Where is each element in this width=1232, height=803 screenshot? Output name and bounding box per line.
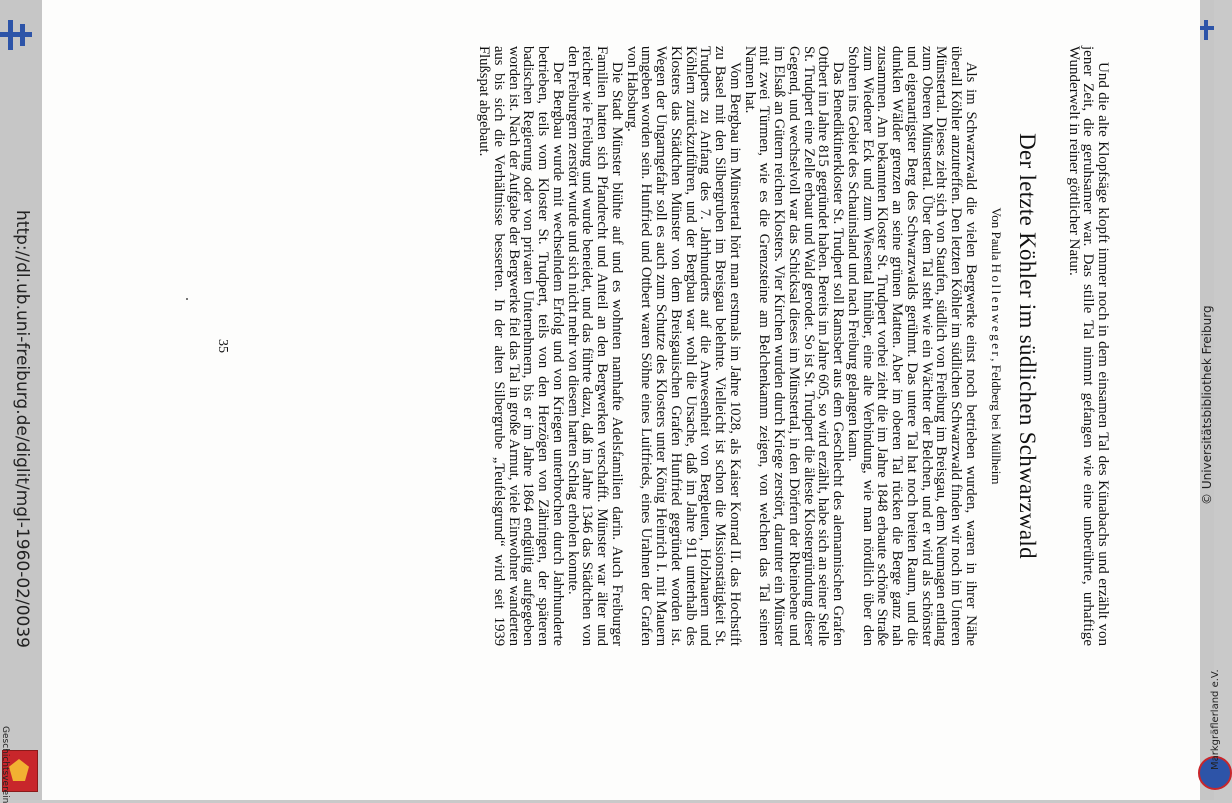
article-body — [477, 46, 979, 646]
copyright-stamp: © Universitätsbibliothek Freiburg — [1200, 305, 1214, 505]
body-paragraph: Als im Schwarzwald die vielen Bergwerke einst noch betrieben wurden, waren in ihrer Nähe überall Köhler anzutreffen. Den letzten Köhler im südlichen Schwarzwald finden wir noch im Unteren Münstertal. Dieses zieht sich von Staufen, südlich von Freiburg im Breisgau, dem Neumagen entlang zum Oberen Münstertal. Über dem Tal steht wie ein Wächter der Belchen, und er wird als schönster und eigenartigster Berg des Schwarzwalds gerühmt. Das untere Tal hat noch breiten Raum, und die dunklen Wälder grenzen an seine grünen Matten. Aber im oberen Tal rücken die Berge ganz nah zusammen. Am bekannten Kloster St. Trudpert vorbei zieht die im Jahre 1848 erbaute schöne Straße zum Wiedener Eck und zum Wiesental hinüber, eine alte Verbindung, wie man nördlich über den Stohren ins Gebiet des Schauinsland und nach Freiburg gelangen kann. — [845, 46, 979, 646]
intro-paragraph: Und die alte Klopfsäge klopft immer noch in dem einsamen Tal des Künabachs und erzählt von jener Zeit, die geruhsamer war. Das stille Tal nimmt gefangen wie eine unberührte, urhaftige Wunderwelt in reiner göttlicher Natur. — [1065, 46, 1111, 646]
rotated-page-text — [50, 46, 1110, 646]
body-paragraph: Das Benediktinerkloster St. Trudpert soll Ramsbert aus dem Geschlecht des alemannischen Grafen Ottbert im Jahre 815 gegründet haben. Bereits im Jahre 605, so wird erzählt, habe sich an seiner Stelle St. Trudpert eine Zelle erbaut und Wald gerodet. So ist St. Trudpert die älteste Klostergründung dieser Gegend, und wechselvoll war das Schicksal dieses im Münstertal, in den Dörfern der Rheinebene und im Elsaß an Gütern reichen Klosters. Vier Kirchen wurden durch Kriege zerstört, darunter ein Münster mit zwei Türmen, wie es die Grenzsteine am Belchenkamm zeigen, von welchen das Tal seinen Namen hat. — [741, 46, 847, 646]
library-logo-right-icon — [1200, 20, 1214, 40]
article-title: Der letzte Köhler im südlichen Schwarzwald — [1015, 133, 1040, 559]
source-url-link[interactable]: http://dl.ub.uni-freiburg.de/diglit/mgl-1960-02/0039 — [12, 210, 32, 648]
author-name: Hollenweger — [989, 263, 1004, 359]
byline-prefix: Von Paula — [989, 207, 1004, 261]
body-paragraph: Die Stadt Münster blühte auf und es wohnten namhafte Adelsfamilien darin. Auch Freiburger Familien hatten sich Pfandrecht und Anteil an den Bergwerken verschafft. Münster war älter und reicher wie Freiburg und wurde beneidet, und das führte dazu, daß im Jahre 1346 das Städtchen von den Freiburgern zerstört wurde und sich nicht mehr von diesem harten Schlag erholen konnte. — [564, 46, 625, 646]
byline — [988, 46, 1004, 646]
body-paragraph: Der Bergbau wurde mit wechselndem Erfolg und von Kriegen unterbrochen durch Jahrhunderte betrieben, teils vom Kloster St. Trudpert, teils von den Herzögen von Zähringen, der späteren badischen Regierung oder von privaten Unternehmern, bis er im Jahre 1864 endgültig aufgegeben worden ist. Nach der Aufgabe der Bergwerke fiel das Tal in große Armut, viele Einwohner wanderten aus bis sich die Verhältnisse besserten. In der alten Silbergrube „Teufelsgrund“ wird seit 1939 Flußspat abgebaut. — [476, 46, 566, 646]
side-citation — [0, 0, 42, 800]
body-paragraph: Vom Bergbau im Münstertal hört man erstmals im Jahre 1028, als Kaiser Konrad II. das Hochstift zu Basel mit den Silbergruben im Breisgau belehnte. Vielleicht ist schon die Missionstätigkeit St. Trudperts zu Anfang des 7. Jahrhunderts auf die Anwesenheit von Bergleuten, Holzhauern und Köhlern zurückzuführen, und der Bergbau war wohl die Ursache, daß im Jahre 911 unterhalb des Klosters das Städtchen Münster von dem Breisgauischen Grafen Hunfried gegründet worden ist. Wegen der Ungarngefahr soll es auch zum Schutze des Klosters unter König Heinrich I. mit Mauern umgeben worden sein. Hunfried und Ottbert waren Söhne eines Luitfrieds, eines Urahnen der Grafen von Habsburg. — [623, 46, 743, 646]
page-number: 35 — [215, 339, 230, 353]
society-stamp: Markgräflerland e.V. — [1210, 669, 1221, 770]
byline-suffix: , Feldberg bei Müllheim — [989, 358, 1004, 485]
history-society-stamp: Geschichtsverein — [0, 726, 10, 803]
